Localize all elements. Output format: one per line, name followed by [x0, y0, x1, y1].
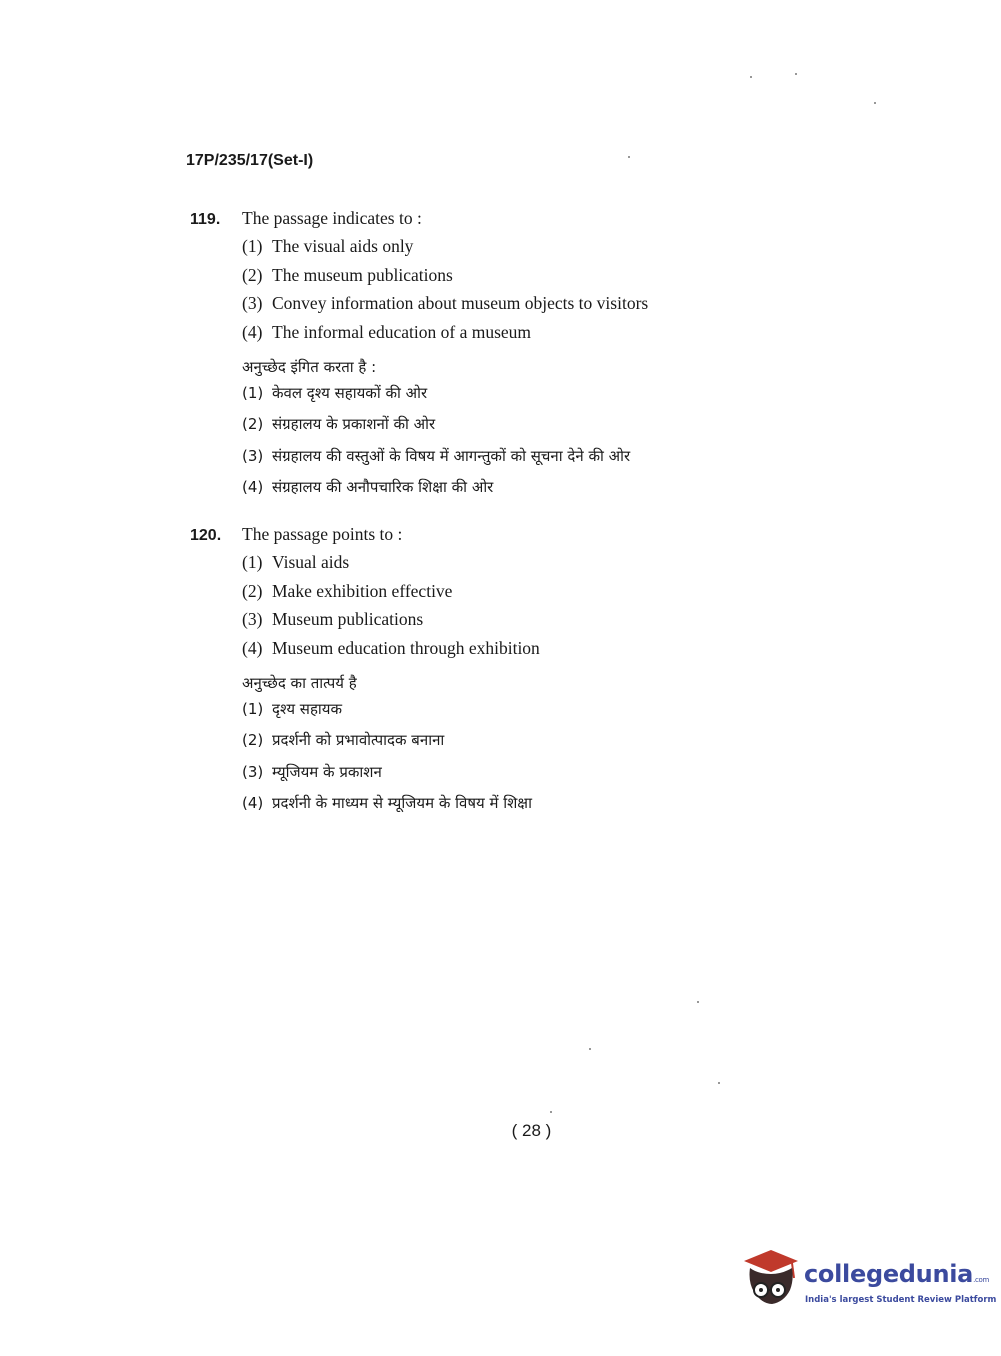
option-number: (4) — [242, 794, 264, 813]
option-number: (4) — [242, 322, 263, 343]
scan-speck — [550, 1111, 552, 1113]
option-number: (1) — [242, 383, 264, 402]
question-119 — [190, 208, 810, 509]
option-number: (1) — [242, 552, 263, 572]
page-number: ( 28 ) — [511, 1121, 552, 1140]
english-options — [242, 236, 810, 351]
question-header — [190, 524, 810, 552]
option-text: दृश्य सहायक — [272, 699, 343, 718]
hindi-option-1 — [242, 383, 810, 415]
option-2 — [242, 581, 810, 610]
hindi-option-3 — [242, 762, 810, 794]
option-1 — [242, 236, 810, 265]
question-number: 119. — [190, 211, 221, 228]
option-4 — [242, 638, 810, 667]
option-text: Visual aids — [272, 552, 350, 572]
option-text: प्रदर्शनी के माध्यम से म्यूजियम के विषय में शिक्षा — [272, 794, 532, 813]
scan-speck — [795, 73, 797, 75]
hindi-option-4 — [242, 793, 810, 825]
option-number: (1) — [242, 236, 263, 256]
scan-speck — [589, 1048, 591, 1050]
option-number: (2) — [242, 731, 264, 750]
scan-speck — [750, 76, 752, 78]
option-number: (2) — [242, 264, 263, 285]
hindi-option-3 — [242, 446, 810, 478]
paper-code: 17P/235/17(Set-I) — [186, 152, 314, 169]
option-number: (3) — [242, 293, 263, 314]
option-number: (1) — [242, 699, 264, 718]
logo-name: collegedunia — [804, 1260, 974, 1288]
question-number: 120. — [190, 527, 222, 544]
option-text: The informal education of a museum — [272, 322, 532, 343]
collegedunia-logo — [742, 1248, 997, 1318]
option-text: म्यूजियम के प्रकाशन — [272, 762, 382, 781]
option-text: Museum education through exhibition — [272, 638, 540, 659]
option-1 — [242, 552, 810, 581]
option-number: (3) — [242, 446, 264, 465]
english-options — [242, 552, 810, 667]
option-text: The museum publications — [272, 264, 453, 285]
hindi-option-2 — [242, 414, 810, 446]
option-2 — [242, 265, 810, 294]
logo-wordmark — [804, 1260, 989, 1288]
hindi-option-4 — [242, 477, 810, 509]
scan-speck — [628, 156, 630, 158]
option-text: संग्रहालय की अनौपचारिक शिक्षा की ओर — [272, 478, 494, 497]
option-3 — [242, 293, 810, 322]
scan-speck — [874, 102, 876, 104]
scan-speck — [697, 1001, 699, 1003]
option-text: प्रदर्शनी को प्रभावोत्पादक बनाना — [272, 731, 445, 750]
option-text: Museum publications — [272, 609, 424, 630]
option-text: संग्रहालय की वस्तुओं के विषय में आगन्तुकों को सूचना देने की ओर — [272, 446, 631, 465]
logo-suffix: .com — [973, 1276, 990, 1284]
option-text: संग्रहालय के प्रकाशनों की ओर — [272, 415, 436, 434]
option-text: केवल दृश्य सहायकों की ओर — [272, 383, 428, 402]
option-text: Convey information about museum objects to visitors — [272, 293, 649, 314]
option-number: (4) — [242, 478, 264, 497]
option-number: (2) — [242, 580, 263, 601]
scan-speck — [718, 1082, 720, 1084]
hindi-options — [242, 699, 810, 825]
hindi-question-text: अनुच्छेद का तात्पर्य है — [242, 673, 357, 692]
mascot-icon — [742, 1248, 800, 1312]
hindi-options — [242, 383, 810, 509]
option-text: The visual aids only — [272, 236, 414, 256]
question-header — [190, 208, 810, 236]
question-text: The passage points to : — [242, 524, 403, 544]
hindi-option-1 — [242, 699, 810, 731]
option-number: (4) — [242, 638, 263, 659]
option-number: (2) — [242, 415, 264, 434]
option-text: Make exhibition effective — [272, 580, 453, 601]
option-3 — [242, 609, 810, 638]
option-4 — [242, 322, 810, 351]
option-number: (3) — [242, 609, 263, 630]
question-text: The passage indicates to : — [242, 208, 422, 228]
question-120 — [190, 524, 810, 825]
hindi-question-text: अनुच्छेद इंगित करता है : — [242, 357, 377, 376]
logo-tagline: India's largest Student Review Platform — [805, 1295, 997, 1305]
option-number: (3) — [242, 762, 264, 781]
hindi-option-2 — [242, 730, 810, 762]
